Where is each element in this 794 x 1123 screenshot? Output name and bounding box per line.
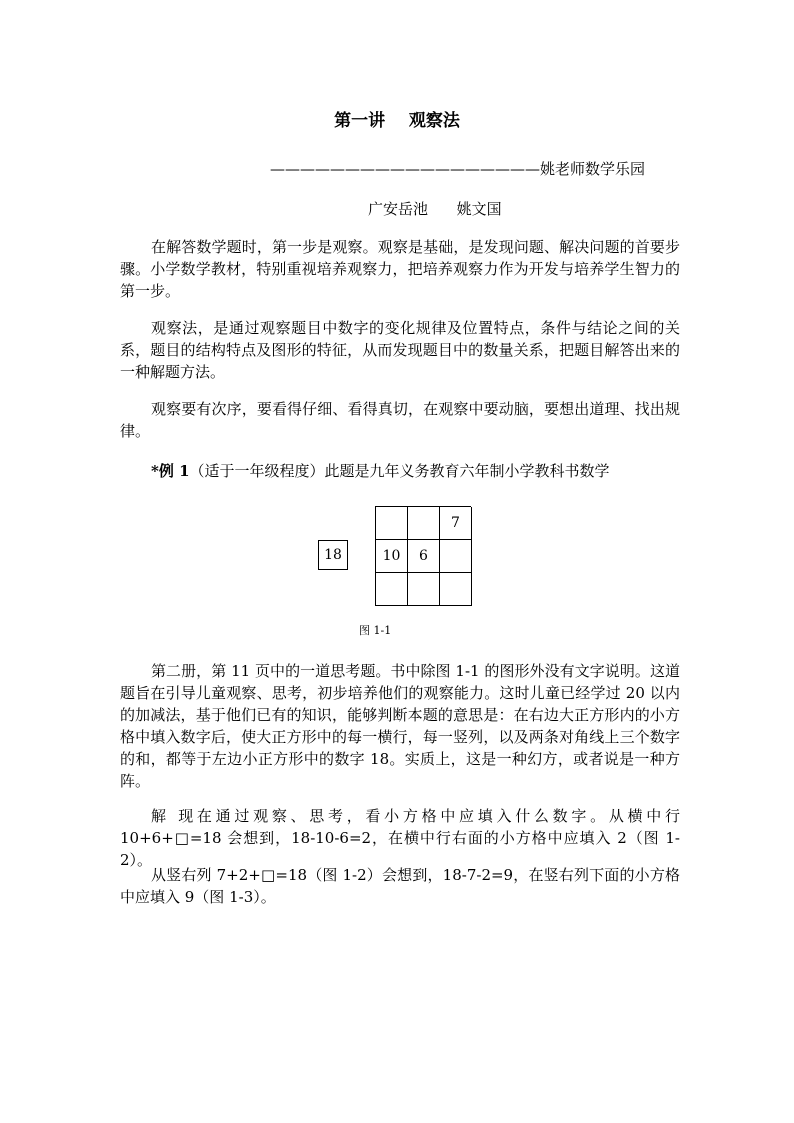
magic-square-grid bbox=[375, 506, 471, 606]
paragraph-1: 在解答数学题时，第一步是观察。观察是基础，是发现问题、解决问题的首要步骤。小学数学教材，特别重视培养观察力，把培养观察力作为开发与培养学生智力的第一步。 bbox=[120, 238, 680, 300]
grid-cell bbox=[440, 573, 472, 606]
author-line: 广安岳池 姚文国 bbox=[368, 200, 502, 218]
example-heading bbox=[151, 460, 610, 481]
page-title: 第一讲 观察法 bbox=[334, 111, 460, 131]
example-text: （适于一年级程度）此题是九年义务教育六年制小学教科书数学 bbox=[189, 462, 610, 480]
figure-caption: 图 1-1 bbox=[359, 624, 392, 637]
paragraph-4: 第二册，第 11 页中的一道思考题。书中除图 1-1 的图形外没有文字说明。这道题旨在引导儿童观察、思考，初步培养他们的观察能力。这时儿童已经学过 20 以内的加减法，基于他们已有的知识，能够判断本题的意思是：在右边大正方形内的小方格中填入数字后，使大正方形中的每一横行，每一竖列，以及两条对角线上三个数字的和，都等于左边小正方形中的数字 18。实质上，这是一种幻方，或者说是一种方阵。 bbox=[120, 662, 680, 790]
sum-box: 18 bbox=[318, 540, 348, 570]
grid-cell bbox=[376, 507, 408, 540]
example-label: *例 1 bbox=[151, 462, 190, 480]
grid-cell bbox=[376, 573, 408, 606]
grid-cell bbox=[408, 573, 440, 606]
paragraph-6: 从竖右列 7+2+□=18（图 1-2）会想到，18-7-2=9，在竖右列下面的小方格中应填入 9（图 1-3）。 bbox=[120, 866, 680, 906]
paragraph-5: 解 现在通过观察、思考，看小方格中应填入什么数字。从横中行 10+6+□=18 会想到，18-10-6=2，在横中行右面的小方格中应填入 2（图 1-2）。 bbox=[120, 807, 680, 869]
paragraph-2: 观察法，是通过观察题目中数字的变化规律及位置特点，条件与结论之间的关系，题目的结构特点及图形的特征，从而发现题目中的数量关系，把题目解答出来的一种解题方法。 bbox=[120, 319, 680, 381]
grid-cell: 6 bbox=[408, 540, 440, 573]
grid-cell bbox=[408, 507, 440, 540]
grid-cell bbox=[440, 540, 472, 573]
paragraph-3: 观察要有次序，要看得仔细、看得真切，在观察中要动脑，要想出道理、找出规律。 bbox=[120, 400, 680, 440]
grid-cell: 7 bbox=[440, 507, 472, 540]
subtitle-line: ——————————————————姚老师数学乐园 bbox=[270, 160, 646, 178]
grid-cell: 10 bbox=[376, 540, 408, 573]
magic-square-figure bbox=[318, 506, 478, 606]
